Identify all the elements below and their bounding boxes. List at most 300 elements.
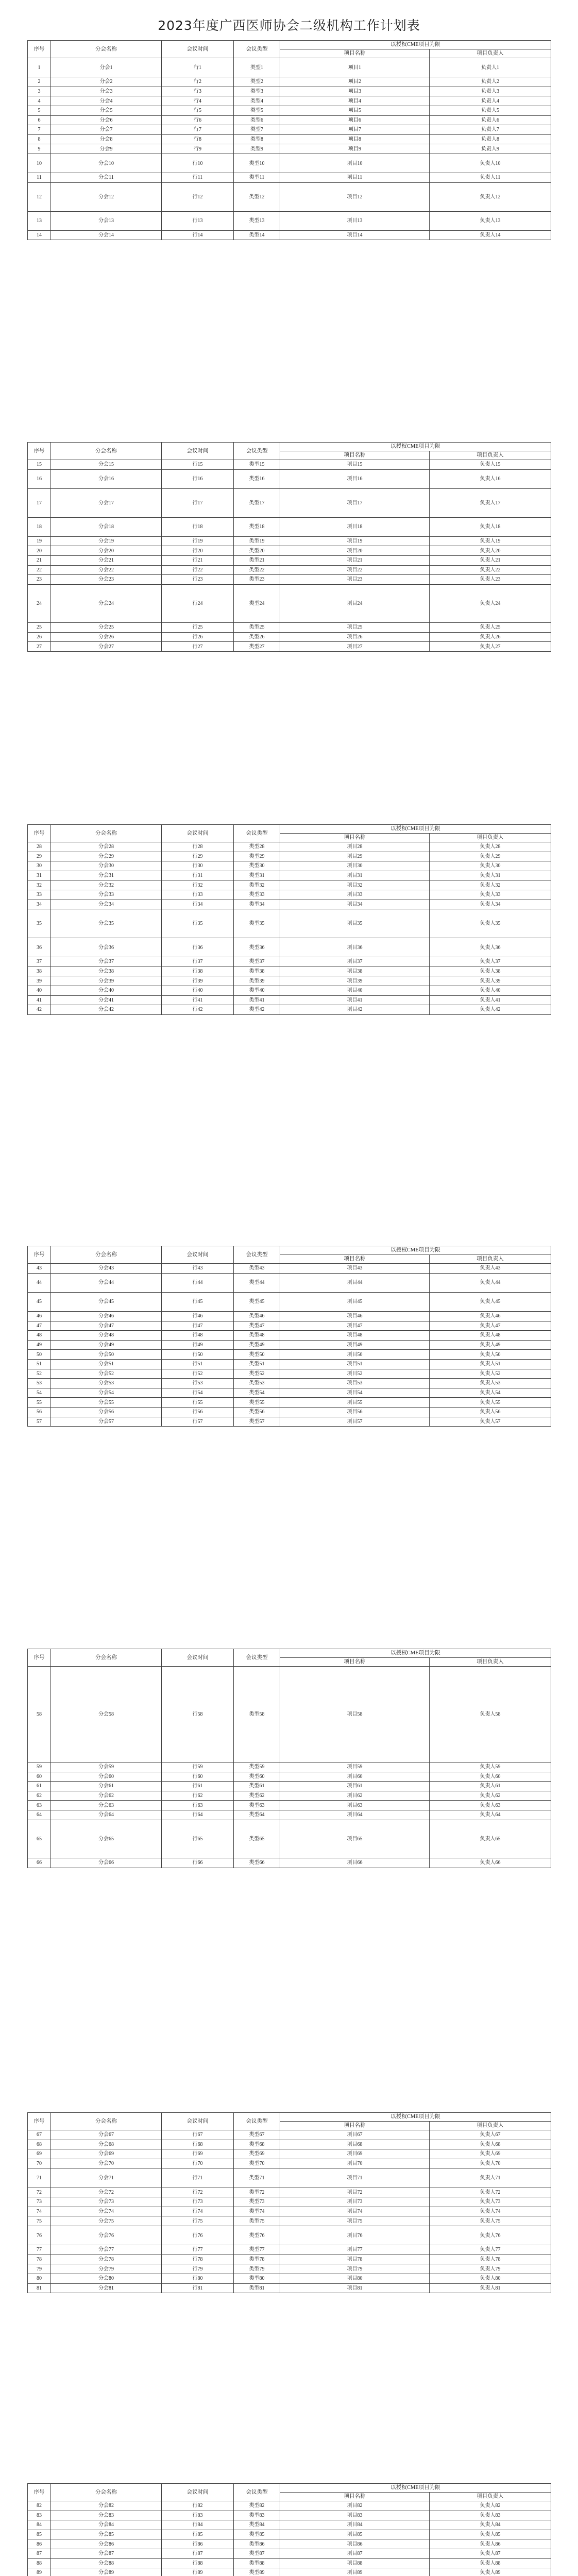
plan-table	[27, 2112, 551, 2293]
row-time: 行83	[162, 2511, 234, 2520]
page-title: 2023年度广西医师协会二级机构工作计划表	[158, 18, 420, 33]
row-name: 分会8	[51, 134, 162, 144]
row-name: 分会55	[51, 1398, 162, 1408]
row-time: 行64	[162, 1810, 234, 1820]
table-row	[28, 154, 551, 173]
row-project: 项目18	[280, 517, 430, 536]
row-leader: 负责人76	[430, 2226, 551, 2245]
row-name: 分会35	[51, 909, 162, 938]
row-project: 项目27	[280, 642, 430, 652]
row-name: 分会77	[51, 2245, 162, 2255]
row-leader: 负责人50	[430, 1350, 551, 1360]
row-project: 项目22	[280, 565, 430, 575]
row-project: 项目6	[280, 115, 430, 125]
row-leader: 负责人80	[430, 2274, 551, 2283]
row-time: 行20	[162, 546, 234, 556]
header-name: 分会名称	[51, 2484, 162, 2501]
row-time: 行11	[162, 173, 234, 183]
row-time: 行47	[162, 1321, 234, 1331]
table-row	[28, 106, 551, 115]
row-project: 项目25	[280, 623, 430, 633]
row-name: 分会64	[51, 1810, 162, 1820]
row-time: 行52	[162, 1369, 234, 1379]
row-seq: 12	[28, 182, 51, 211]
row-type: 类型40	[234, 986, 280, 995]
row-time: 行68	[162, 2140, 234, 2149]
row-time: 行14	[162, 230, 234, 240]
row-name: 分会37	[51, 957, 162, 967]
row-project: 项目63	[280, 1801, 430, 1810]
row-project: 项目73	[280, 2197, 430, 2207]
row-leader: 负责人83	[430, 2511, 551, 2520]
row-type: 类型15	[234, 460, 280, 470]
header-leader: 项目负责人	[430, 2493, 551, 2501]
row-time: 行51	[162, 1359, 234, 1369]
row-time: 行26	[162, 632, 234, 642]
row-seq: 54	[28, 1388, 51, 1398]
row-leader: 负责人66	[430, 1858, 551, 1868]
row-type: 类型87	[234, 2549, 280, 2558]
row-name: 分会84	[51, 2520, 162, 2530]
table-row	[28, 469, 551, 488]
row-leader: 负责人84	[430, 2520, 551, 2530]
table-row	[28, 1311, 551, 1321]
row-seq: 69	[28, 2149, 51, 2159]
header-leader: 项目负责人	[430, 451, 551, 460]
row-time: 行84	[162, 2520, 234, 2530]
row-type: 类型47	[234, 1321, 280, 1331]
row-seq: 29	[28, 852, 51, 861]
row-seq: 50	[28, 1350, 51, 1360]
table-row	[28, 2255, 551, 2264]
table-row	[28, 1273, 551, 1292]
row-name: 分会63	[51, 1801, 162, 1810]
row-time: 行58	[162, 1667, 234, 1762]
row-project: 项目39	[280, 976, 430, 986]
row-project: 项目7	[280, 125, 430, 135]
row-time: 行8	[162, 134, 234, 144]
table-page-4	[27, 1246, 551, 1427]
row-name: 分会88	[51, 2558, 162, 2568]
row-time: 行43	[162, 1264, 234, 1274]
row-time: 行49	[162, 1340, 234, 1350]
table-row	[28, 1417, 551, 1427]
row-time: 行87	[162, 2549, 234, 2558]
row-leader: 负责人14	[430, 230, 551, 240]
row-name: 分会58	[51, 1667, 162, 1762]
row-leader: 负责人10	[430, 154, 551, 173]
row-name: 分会20	[51, 546, 162, 556]
row-type: 类型53	[234, 1379, 280, 1388]
row-name: 分会62	[51, 1791, 162, 1801]
row-leader: 负责人2	[430, 77, 551, 87]
row-type: 类型64	[234, 1810, 280, 1820]
header-leader: 项目负责人	[430, 1255, 551, 1264]
table-row	[28, 890, 551, 900]
row-leader: 负责人51	[430, 1359, 551, 1369]
table-row	[28, 1264, 551, 1274]
row-name: 分会25	[51, 623, 162, 633]
row-project: 项目60	[280, 1772, 430, 1782]
row-leader: 负责人1	[430, 58, 551, 77]
header-time: 会议时间	[162, 41, 234, 58]
row-seq: 63	[28, 1801, 51, 1810]
plan-table	[27, 2483, 551, 2576]
table-row	[28, 134, 551, 144]
row-type: 类型36	[234, 938, 280, 957]
row-project: 项目31	[280, 871, 430, 880]
row-time: 行9	[162, 144, 234, 154]
row-name: 分会57	[51, 1417, 162, 1427]
row-leader: 负责人17	[430, 488, 551, 517]
row-project: 项目49	[280, 1340, 430, 1350]
row-type: 类型38	[234, 967, 280, 976]
table-row	[28, 536, 551, 546]
row-seq: 34	[28, 900, 51, 909]
table-row	[28, 900, 551, 909]
row-time: 行86	[162, 2539, 234, 2549]
row-name: 分会1	[51, 58, 162, 77]
row-type: 类型81	[234, 2283, 280, 2293]
row-type: 类型54	[234, 1388, 280, 1398]
row-type: 类型33	[234, 890, 280, 900]
row-type: 类型44	[234, 1273, 280, 1292]
table-row	[28, 2558, 551, 2568]
row-project: 项目30	[280, 861, 430, 871]
row-time: 行59	[162, 1762, 234, 1772]
row-name: 分会23	[51, 575, 162, 585]
row-type: 类型74	[234, 2207, 280, 2216]
row-time: 行27	[162, 642, 234, 652]
row-seq: 30	[28, 861, 51, 871]
row-seq: 85	[28, 2530, 51, 2539]
table-row	[28, 1762, 551, 1772]
row-seq: 20	[28, 546, 51, 556]
row-time: 行69	[162, 2149, 234, 2159]
row-seq: 8	[28, 134, 51, 144]
table-page-2	[27, 442, 551, 652]
row-name: 分会74	[51, 2207, 162, 2216]
row-time: 行34	[162, 900, 234, 909]
row-project: 项目52	[280, 1369, 430, 1379]
row-seq: 78	[28, 2255, 51, 2264]
header-name: 分会名称	[51, 1649, 162, 1667]
row-name: 分会61	[51, 1782, 162, 1791]
row-seq: 1	[28, 58, 51, 77]
table-row	[28, 2274, 551, 2283]
row-seq: 57	[28, 1417, 51, 1427]
table-row	[28, 584, 551, 622]
row-type: 类型61	[234, 1782, 280, 1791]
row-leader: 负责人60	[430, 1772, 551, 1782]
row-type: 类型39	[234, 976, 280, 986]
table-row	[28, 861, 551, 871]
row-name: 分会68	[51, 2140, 162, 2149]
row-seq: 72	[28, 2188, 51, 2197]
row-project: 项目42	[280, 1005, 430, 1015]
row-time: 行36	[162, 938, 234, 957]
table-row	[28, 96, 551, 106]
row-type: 类型21	[234, 555, 280, 565]
table-row	[28, 2207, 551, 2216]
row-time: 行5	[162, 106, 234, 115]
row-time: 行53	[162, 1379, 234, 1388]
row-name: 分会45	[51, 1292, 162, 1311]
row-project: 项目32	[280, 880, 430, 890]
row-time: 行2	[162, 77, 234, 87]
row-type: 类型52	[234, 1369, 280, 1379]
row-leader: 负责人59	[430, 1762, 551, 1772]
row-type: 类型56	[234, 1407, 280, 1417]
row-time: 行18	[162, 517, 234, 536]
table-row	[28, 1331, 551, 1341]
row-leader: 负责人37	[430, 957, 551, 967]
row-seq: 82	[28, 2501, 51, 2511]
header-name: 分会名称	[51, 2113, 162, 2130]
table-row	[28, 115, 551, 125]
row-project: 项目12	[280, 182, 430, 211]
row-seq: 55	[28, 1398, 51, 1408]
row-time: 行75	[162, 2216, 234, 2226]
row-leader: 负责人53	[430, 1379, 551, 1388]
table-row	[28, 642, 551, 652]
row-project: 项目69	[280, 2149, 430, 2159]
row-time: 行31	[162, 871, 234, 880]
table-row	[28, 1407, 551, 1417]
header-type: 会议类型	[234, 2484, 280, 2501]
row-leader: 负责人63	[430, 1801, 551, 1810]
row-time: 行12	[162, 182, 234, 211]
row-type: 类型70	[234, 2159, 280, 2168]
row-leader: 负责人39	[430, 976, 551, 986]
row-name: 分会9	[51, 144, 162, 154]
header-leader: 项目负责人	[430, 1658, 551, 1667]
row-leader: 负责人8	[430, 134, 551, 144]
row-seq: 10	[28, 154, 51, 173]
row-leader: 负责人71	[430, 2168, 551, 2188]
row-type: 类型12	[234, 182, 280, 211]
row-project: 项目79	[280, 2264, 430, 2274]
header-leader: 项目负责人	[430, 49, 551, 58]
row-leader: 负责人23	[430, 575, 551, 585]
row-name: 分会39	[51, 976, 162, 986]
row-type: 类型50	[234, 1350, 280, 1360]
row-seq: 41	[28, 995, 51, 1005]
row-seq: 80	[28, 2274, 51, 2283]
header-seq: 序号	[28, 2484, 51, 2501]
row-leader: 负责人47	[430, 1321, 551, 1331]
row-leader: 负责人3	[430, 87, 551, 96]
table-row	[28, 2197, 551, 2207]
row-project: 项目75	[280, 2216, 430, 2226]
row-name: 分会59	[51, 1762, 162, 1772]
plan-table	[27, 40, 551, 240]
table-row	[28, 1782, 551, 1791]
row-name: 分会44	[51, 1273, 162, 1292]
row-type: 类型46	[234, 1311, 280, 1321]
table-row	[28, 460, 551, 470]
row-leader: 负责人20	[430, 546, 551, 556]
row-seq: 25	[28, 623, 51, 633]
row-time: 行79	[162, 2264, 234, 2274]
row-seq: 26	[28, 632, 51, 642]
row-name: 分会82	[51, 2501, 162, 2511]
row-name: 分会31	[51, 871, 162, 880]
row-time: 行17	[162, 488, 234, 517]
header-type: 会议类型	[234, 41, 280, 58]
row-project: 项目55	[280, 1398, 430, 1408]
row-time: 行22	[162, 565, 234, 575]
table-row	[28, 880, 551, 890]
row-time: 行13	[162, 211, 234, 230]
row-seq: 5	[28, 106, 51, 115]
row-type: 类型83	[234, 2511, 280, 2520]
table-row	[28, 1292, 551, 1311]
row-type: 类型13	[234, 211, 280, 230]
row-time: 行46	[162, 1311, 234, 1321]
row-leader: 负责人81	[430, 2283, 551, 2293]
row-project: 项目50	[280, 1350, 430, 1360]
row-leader: 负责人24	[430, 584, 551, 622]
row-time: 行56	[162, 1407, 234, 1417]
header-type: 会议类型	[234, 1649, 280, 1667]
table-row	[28, 1801, 551, 1810]
row-project: 项目70	[280, 2159, 430, 2168]
row-seq: 33	[28, 890, 51, 900]
row-project: 项目46	[280, 1311, 430, 1321]
row-leader: 负责人5	[430, 106, 551, 115]
row-seq: 27	[28, 642, 51, 652]
row-seq: 38	[28, 967, 51, 976]
row-type: 类型85	[234, 2530, 280, 2539]
row-leader: 负责人45	[430, 1292, 551, 1311]
table-row	[28, 1340, 551, 1350]
row-seq: 16	[28, 469, 51, 488]
row-time: 行3	[162, 87, 234, 96]
table-row	[28, 182, 551, 211]
table-row	[28, 1005, 551, 1015]
row-project: 项目16	[280, 469, 430, 488]
row-type: 类型31	[234, 871, 280, 880]
row-project: 项目54	[280, 1388, 430, 1398]
header-cme: 以授权CME项目为限	[280, 2113, 551, 2122]
row-time: 行88	[162, 2558, 234, 2568]
row-time: 行81	[162, 2283, 234, 2293]
row-seq: 73	[28, 2197, 51, 2207]
row-leader: 负责人78	[430, 2255, 551, 2264]
row-type: 类型4	[234, 96, 280, 106]
row-seq: 67	[28, 2130, 51, 2140]
row-name: 分会18	[51, 517, 162, 536]
row-type: 类型45	[234, 1292, 280, 1311]
row-name: 分会14	[51, 230, 162, 240]
row-seq: 11	[28, 173, 51, 183]
row-type: 类型29	[234, 852, 280, 861]
row-time: 行78	[162, 2255, 234, 2264]
row-project: 项目29	[280, 852, 430, 861]
row-seq: 84	[28, 2520, 51, 2530]
row-type: 类型63	[234, 1801, 280, 1810]
row-seq: 39	[28, 976, 51, 986]
table-row	[28, 2539, 551, 2549]
row-project: 项目3	[280, 87, 430, 96]
table-row	[28, 2264, 551, 2274]
row-leader: 负责人65	[430, 1820, 551, 1858]
row-name: 分会81	[51, 2283, 162, 2293]
table-row	[28, 842, 551, 852]
table-row	[28, 852, 551, 861]
table-row	[28, 2530, 551, 2539]
row-leader: 负责人42	[430, 1005, 551, 1015]
row-type: 类型69	[234, 2149, 280, 2159]
row-leader: 负责人67	[430, 2130, 551, 2140]
row-project: 项目38	[280, 967, 430, 976]
row-seq: 87	[28, 2549, 51, 2558]
header-project: 项目名称	[280, 834, 430, 842]
row-leader: 负责人40	[430, 986, 551, 995]
row-time: 行15	[162, 460, 234, 470]
row-name: 分会42	[51, 1005, 162, 1015]
table-row	[28, 2130, 551, 2140]
row-leader: 负责人22	[430, 565, 551, 575]
row-type: 类型32	[234, 880, 280, 890]
row-leader: 负责人61	[430, 1782, 551, 1791]
header-leader: 项目负责人	[430, 834, 551, 842]
header-seq: 序号	[28, 1246, 51, 1264]
row-time: 行70	[162, 2159, 234, 2168]
row-time: 行6	[162, 115, 234, 125]
row-type: 类型42	[234, 1005, 280, 1015]
row-seq: 74	[28, 2207, 51, 2216]
row-seq: 17	[28, 488, 51, 517]
row-type: 类型49	[234, 1340, 280, 1350]
row-seq: 49	[28, 1340, 51, 1350]
row-type: 类型19	[234, 536, 280, 546]
table-row	[28, 2168, 551, 2188]
table-row	[28, 2188, 551, 2197]
table-row	[28, 2511, 551, 2520]
plan-table	[27, 824, 551, 1015]
row-name: 分会51	[51, 1359, 162, 1369]
row-leader: 负责人73	[430, 2197, 551, 2207]
header-name: 分会名称	[51, 443, 162, 460]
table-row	[28, 555, 551, 565]
row-seq: 21	[28, 555, 51, 565]
row-project: 项目82	[280, 2501, 430, 2511]
row-time: 行62	[162, 1791, 234, 1801]
row-seq: 2	[28, 77, 51, 87]
row-seq: 46	[28, 1311, 51, 1321]
row-time: 行29	[162, 852, 234, 861]
row-seq: 36	[28, 938, 51, 957]
row-leader: 负责人35	[430, 909, 551, 938]
row-type: 类型26	[234, 632, 280, 642]
row-type: 类型65	[234, 1820, 280, 1858]
row-type: 类型78	[234, 2255, 280, 2264]
row-type: 类型55	[234, 1398, 280, 1408]
row-time: 行82	[162, 2501, 234, 2511]
row-name: 分会65	[51, 1820, 162, 1858]
row-project: 项目36	[280, 938, 430, 957]
row-seq: 70	[28, 2159, 51, 2168]
row-time: 行1	[162, 58, 234, 77]
row-seq: 68	[28, 2140, 51, 2149]
row-name: 分会85	[51, 2530, 162, 2539]
table-row	[28, 565, 551, 575]
row-type: 类型7	[234, 125, 280, 135]
header-project: 项目名称	[280, 2122, 430, 2130]
table-row	[28, 2520, 551, 2530]
